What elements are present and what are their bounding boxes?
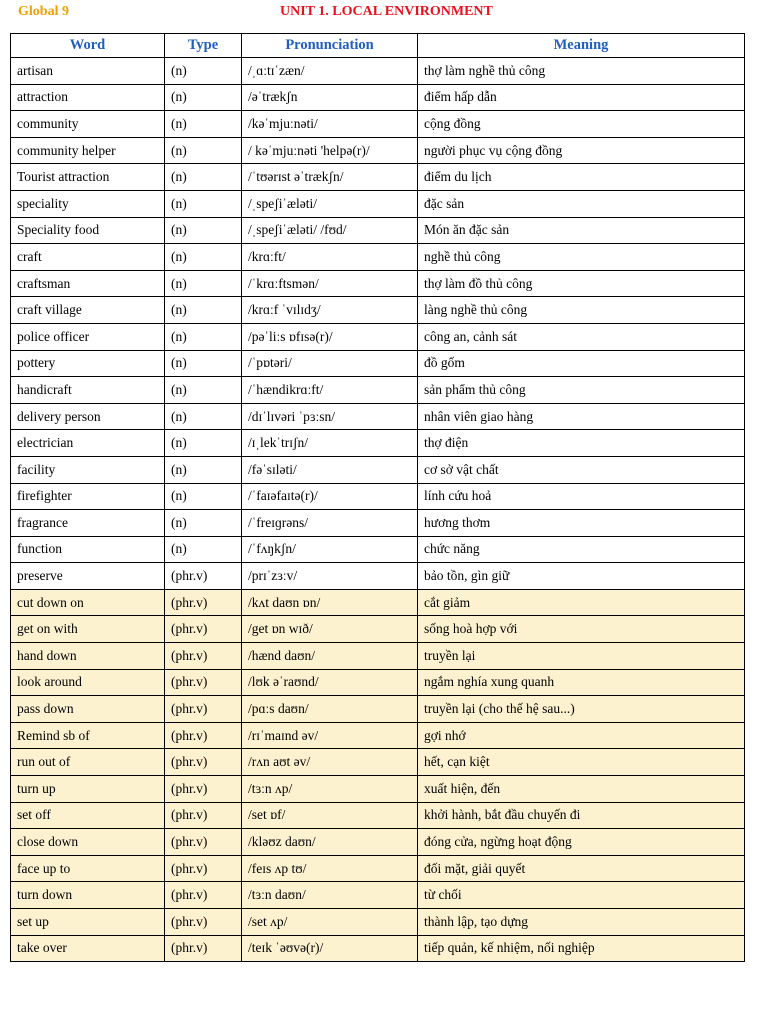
cell-word: fragrance [11, 510, 165, 537]
cell-pronunciation: /ɪˌlekˈtrɪʃn/ [242, 430, 418, 457]
table-row [11, 377, 745, 404]
cell-meaning: cộng đồng [418, 111, 745, 138]
cell-pronunciation: /rɪˈmaɪnd əv/ [242, 722, 418, 749]
cell-meaning: tiếp quản, kế nhiệm, nối nghiệp [418, 935, 745, 962]
table-row [11, 643, 745, 670]
cell-meaning: cơ sở vật chất [418, 456, 745, 483]
table-row [11, 137, 745, 164]
cell-pronunciation: /dɪˈlɪvəri ˈpɜːsn/ [242, 403, 418, 430]
cell-pronunciation: / kəˈmjuːnəti 'helpə(r)/ [242, 137, 418, 164]
table-row [11, 909, 745, 936]
table-row [11, 510, 745, 537]
cell-type: (n) [165, 483, 242, 510]
cell-word: Remind sb of [11, 722, 165, 749]
cell-word: get on with [11, 616, 165, 643]
cell-type: (phr.v) [165, 749, 242, 776]
table-row [11, 217, 745, 244]
cell-meaning: đóng cửa, ngừng hoạt động [418, 829, 745, 856]
cell-type: (phr.v) [165, 643, 242, 670]
unit-title: UNIT 1. LOCAL ENVIRONMENT [280, 4, 493, 19]
table-row [11, 563, 745, 590]
table-row [11, 749, 745, 776]
cell-word: preserve [11, 563, 165, 590]
cell-meaning: ngắm nghía xung quanh [418, 669, 745, 696]
cell-word: craft [11, 244, 165, 271]
cell-meaning: truyền lại (cho thế hệ sau...) [418, 696, 745, 723]
table-row [11, 403, 745, 430]
cell-pronunciation: /hænd daʊn/ [242, 643, 418, 670]
table-row [11, 696, 745, 723]
table-row [11, 456, 745, 483]
cell-meaning: nhân viên giao hàng [418, 403, 745, 430]
cell-meaning: công an, cảnh sát [418, 323, 745, 350]
cell-type: (n) [165, 58, 242, 85]
cell-word: electrician [11, 430, 165, 457]
cell-meaning: lính cứu hoả [418, 483, 745, 510]
cell-type: (n) [165, 456, 242, 483]
cell-word: look around [11, 669, 165, 696]
grade-label: Global 9 [18, 4, 69, 19]
cell-type: (phr.v) [165, 882, 242, 909]
cell-word: pass down [11, 696, 165, 723]
cell-pronunciation: /set ɒf/ [242, 802, 418, 829]
cell-word: turn down [11, 882, 165, 909]
cell-word: Tourist attraction [11, 164, 165, 191]
cell-word: function [11, 536, 165, 563]
cell-pronunciation: /ˈkrɑːftsmən/ [242, 270, 418, 297]
cell-type: (n) [165, 190, 242, 217]
cell-meaning: bảo tồn, gìn giữ [418, 563, 745, 590]
cell-word: close down [11, 829, 165, 856]
table-row [11, 616, 745, 643]
table-row [11, 190, 745, 217]
cell-type: (phr.v) [165, 696, 242, 723]
table-row [11, 297, 745, 324]
cell-pronunciation: /tɜːn daʊn/ [242, 882, 418, 909]
cell-pronunciation: /rʌn aʊt əv/ [242, 749, 418, 776]
cell-type: (n) [165, 111, 242, 138]
cell-pronunciation: /lʊk əˈraʊnd/ [242, 669, 418, 696]
table-row [11, 84, 745, 111]
cell-pronunciation: /teɪk ˈəʊvə(r)/ [242, 935, 418, 962]
cell-word: set up [11, 909, 165, 936]
cell-pronunciation: /kləʊz daʊn/ [242, 829, 418, 856]
table-row [11, 536, 745, 563]
cell-word: run out of [11, 749, 165, 776]
column-header-meaning: Meaning [418, 34, 745, 58]
cell-meaning: sống hoà hợp với [418, 616, 745, 643]
cell-pronunciation: /əˈtrækʃn [242, 84, 418, 111]
cell-pronunciation: /ˈfʌŋkʃn/ [242, 536, 418, 563]
table-row [11, 722, 745, 749]
cell-meaning: xuất hiện, đến [418, 776, 745, 803]
cell-meaning: Món ăn đặc sản [418, 217, 745, 244]
cell-word: community [11, 111, 165, 138]
column-header-pronunciation: Pronunciation [242, 34, 418, 58]
cell-pronunciation: /set ʌp/ [242, 909, 418, 936]
vocabulary-rows [11, 58, 745, 962]
cell-pronunciation: /feɪs ʌp tʊ/ [242, 855, 418, 882]
cell-type: (n) [165, 164, 242, 191]
cell-pronunciation: /kəˈmjuːnəti/ [242, 111, 418, 138]
cell-type: (phr.v) [165, 616, 242, 643]
cell-meaning: người phục vụ cộng đồng [418, 137, 745, 164]
table-row [11, 829, 745, 856]
table-row [11, 430, 745, 457]
cell-word: facility [11, 456, 165, 483]
cell-word: hand down [11, 643, 165, 670]
cell-word: community helper [11, 137, 165, 164]
table-row [11, 802, 745, 829]
cell-word: face up to [11, 855, 165, 882]
cell-type: (n) [165, 430, 242, 457]
cell-pronunciation: /ˈhændikrɑːft/ [242, 377, 418, 404]
table-row [11, 58, 745, 85]
table-row [11, 483, 745, 510]
cell-pronunciation: /get ɒn wɪð/ [242, 616, 418, 643]
cell-type: (phr.v) [165, 909, 242, 936]
cell-pronunciation: /ˌspeʃiˈæləti/ /fʊd/ [242, 217, 418, 244]
cell-word: Speciality food [11, 217, 165, 244]
cell-type: (n) [165, 510, 242, 537]
cell-meaning: hết, cạn kiệt [418, 749, 745, 776]
cell-pronunciation: /tɜːn ʌp/ [242, 776, 418, 803]
cell-type: (phr.v) [165, 855, 242, 882]
column-header-type: Type [165, 34, 242, 58]
cell-pronunciation: /ˈfaɪəfaɪtə(r)/ [242, 483, 418, 510]
cell-word: artisan [11, 58, 165, 85]
table-row [11, 935, 745, 962]
table-row [11, 111, 745, 138]
cell-type: (phr.v) [165, 669, 242, 696]
cell-pronunciation: /kʌt daʊn ɒn/ [242, 589, 418, 616]
cell-word: firefighter [11, 483, 165, 510]
cell-type: (n) [165, 244, 242, 271]
cell-word: attraction [11, 84, 165, 111]
cell-word: take over [11, 935, 165, 962]
cell-pronunciation: /krɑːf ˈvɪlɪdʒ/ [242, 297, 418, 324]
cell-meaning: thợ làm nghề thủ công [418, 58, 745, 85]
cell-meaning: thợ làm đồ thủ công [418, 270, 745, 297]
table-row [11, 855, 745, 882]
cell-type: (n) [165, 217, 242, 244]
table-row [11, 244, 745, 271]
cell-word: police officer [11, 323, 165, 350]
cell-type: (phr.v) [165, 589, 242, 616]
cell-word: cut down on [11, 589, 165, 616]
cell-type: (n) [165, 536, 242, 563]
vocabulary-table [10, 33, 745, 962]
cell-type: (phr.v) [165, 722, 242, 749]
cell-pronunciation: /pɑːs daʊn/ [242, 696, 418, 723]
cell-pronunciation: /prɪˈzɜːv/ [242, 563, 418, 590]
cell-type: (phr.v) [165, 802, 242, 829]
cell-type: (n) [165, 137, 242, 164]
cell-meaning: từ chối [418, 882, 745, 909]
cell-type: (phr.v) [165, 563, 242, 590]
cell-meaning: đối mặt, giải quyết [418, 855, 745, 882]
table-row [11, 350, 745, 377]
cell-type: (n) [165, 323, 242, 350]
cell-pronunciation: /ˈfreɪɡrəns/ [242, 510, 418, 537]
cell-meaning: sản phẩm thủ công [418, 377, 745, 404]
table-row [11, 589, 745, 616]
cell-meaning: thành lập, tạo dựng [418, 909, 745, 936]
cell-meaning: làng nghề thủ công [418, 297, 745, 324]
cell-word: pottery [11, 350, 165, 377]
cell-word: craftsman [11, 270, 165, 297]
cell-meaning: khởi hành, bắt đầu chuyến đi [418, 802, 745, 829]
cell-word: set off [11, 802, 165, 829]
cell-meaning: truyền lại [418, 643, 745, 670]
column-header-word: Word [11, 34, 165, 58]
cell-meaning: nghề thủ công [418, 244, 745, 271]
table-header-row [11, 34, 745, 58]
cell-word: craft village [11, 297, 165, 324]
cell-meaning: điểm du lịch [418, 164, 745, 191]
cell-meaning: đồ gốm [418, 350, 745, 377]
cell-pronunciation: /ˈpɒtəri/ [242, 350, 418, 377]
cell-word: handicraft [11, 377, 165, 404]
cell-type: (n) [165, 403, 242, 430]
cell-meaning: thợ điện [418, 430, 745, 457]
cell-type: (n) [165, 84, 242, 111]
cell-type: (n) [165, 350, 242, 377]
table-row [11, 323, 745, 350]
table-row [11, 164, 745, 191]
table-row [11, 270, 745, 297]
table-row [11, 669, 745, 696]
cell-meaning: điểm hấp dẫn [418, 84, 745, 111]
cell-type: (n) [165, 297, 242, 324]
table-row [11, 882, 745, 909]
cell-meaning: chức năng [418, 536, 745, 563]
cell-type: (n) [165, 377, 242, 404]
cell-type: (phr.v) [165, 776, 242, 803]
cell-pronunciation: /krɑːft/ [242, 244, 418, 271]
cell-type: (phr.v) [165, 829, 242, 856]
cell-word: turn up [11, 776, 165, 803]
cell-pronunciation: /ˈtʊərɪst əˈtrækʃn/ [242, 164, 418, 191]
cell-pronunciation: /ˌspeʃiˈæləti/ [242, 190, 418, 217]
cell-meaning: đặc sản [418, 190, 745, 217]
cell-pronunciation: /fəˈsɪləti/ [242, 456, 418, 483]
cell-meaning: gợi nhớ [418, 722, 745, 749]
cell-type: (phr.v) [165, 935, 242, 962]
page-header [18, 4, 758, 24]
cell-word: speciality [11, 190, 165, 217]
cell-word: delivery person [11, 403, 165, 430]
cell-pronunciation: /pəˈliːs ɒfɪsə(r)/ [242, 323, 418, 350]
cell-type: (n) [165, 270, 242, 297]
table-row [11, 776, 745, 803]
cell-meaning: hương thơm [418, 510, 745, 537]
cell-meaning: cắt giảm [418, 589, 745, 616]
cell-pronunciation: /ˌɑːtɪˈzæn/ [242, 58, 418, 85]
